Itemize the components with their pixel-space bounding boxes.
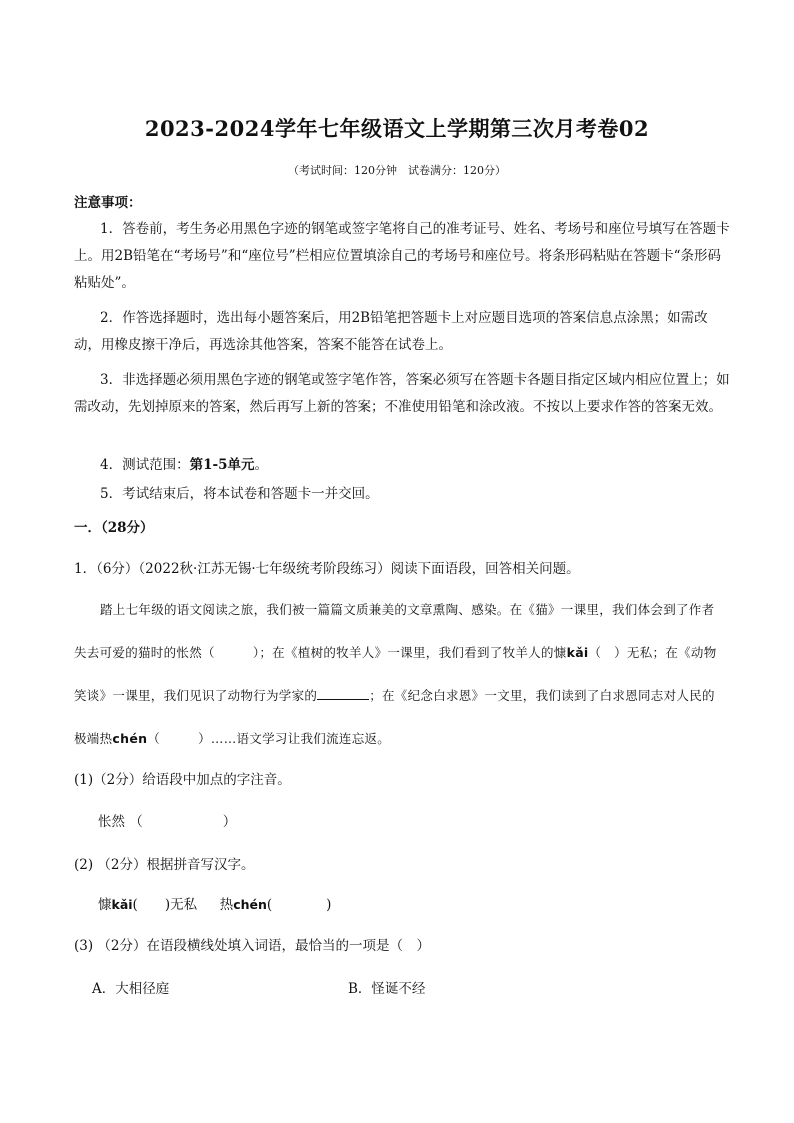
sub-question-1: (1)（2分）给语段中加点的字注音。: [74, 772, 291, 788]
option-b[interactable]: B．怪诞不经: [348, 981, 426, 997]
notice-item-5: 5．考试结束后，将本试卷和答题卡一并交回。: [100, 486, 379, 502]
notice-heading: 注意事项：: [74, 195, 142, 211]
notice-item-2: 2．作答选择题时，选出每小题答案后，用2B铅笔把答题卡上对应题目选项的答案信息点涂黑；如需改动，用橡皮擦干净后，再选涂其他答案，答案不能答在试卷上。: [74, 310, 708, 353]
exam-info: （考试时间：120分钟 试卷满分：120分）: [288, 164, 506, 177]
sub-question-2-answer: 慷kǎi( )无私 热chén( ): [98, 897, 332, 913]
sub-question-3: (3) （2分）在语段横线处填入词语，最恰当的一项是（ ）: [74, 938, 431, 954]
question-1-stem: 1．（6分）（2022秋·江苏无锡·七年级统考阶段练习）阅读下面语段，回答相关问题。: [74, 561, 580, 577]
reading-passage: 踏上七年级的语文阅读之旅，我们被一篇篇文质兼美的文章熏陶、感染。在《猫》一课里，我们体会到了作者失去可爱的猫时的怅然（ ）；在《植树的牧羊人》一课里，我们看到了牧羊人的慷kǎi（ ）无私；在《动物笑谈》一课里，我们见识了动物行为学家的 ；在《纪念白求恩》一文里，我们读到了白求恩同志对人民的极端热chén（ ）……语文学习让我们流连忘返。: [74, 602, 717, 746]
sub-question-2: (2) （2分）根据拼音写汉字。: [74, 857, 255, 873]
section-heading: 一．（28分）: [74, 520, 154, 536]
notice-item-4: 4．测试范围：第1-5单元。: [100, 457, 268, 473]
fill-in-blank[interactable]: [317, 687, 369, 700]
sub-question-1-answer: 怅然 （ ）: [98, 814, 237, 830]
page-title: 2023-2024学年七年级语文上学期第三次月考卷02: [144, 116, 650, 141]
option-a[interactable]: A．大相径庭: [92, 981, 170, 997]
notice-item-1: 1．答卷前，考生务必用黑色字迹的钢笔或签字笔将自己的准考证号、姓名、考场号和座位号填写在答题卡上。用2B铅笔在“考场号”和“座位号”栏相应位置填涂自己的考场号和座位号。将条形码粘贴在答题卡“条形码粘贴处”。: [74, 221, 730, 291]
notice-item-3: 3．非选择题必须用黑色字迹的钢笔或签字笔作答，答案必须写在答题卡各题目指定区域内相应位置上；如需改动，先划掉原来的答案，然后再写上新的答案；不准使用铅笔和涂改液。不按以上要求作答的答案无效。: [74, 372, 730, 415]
